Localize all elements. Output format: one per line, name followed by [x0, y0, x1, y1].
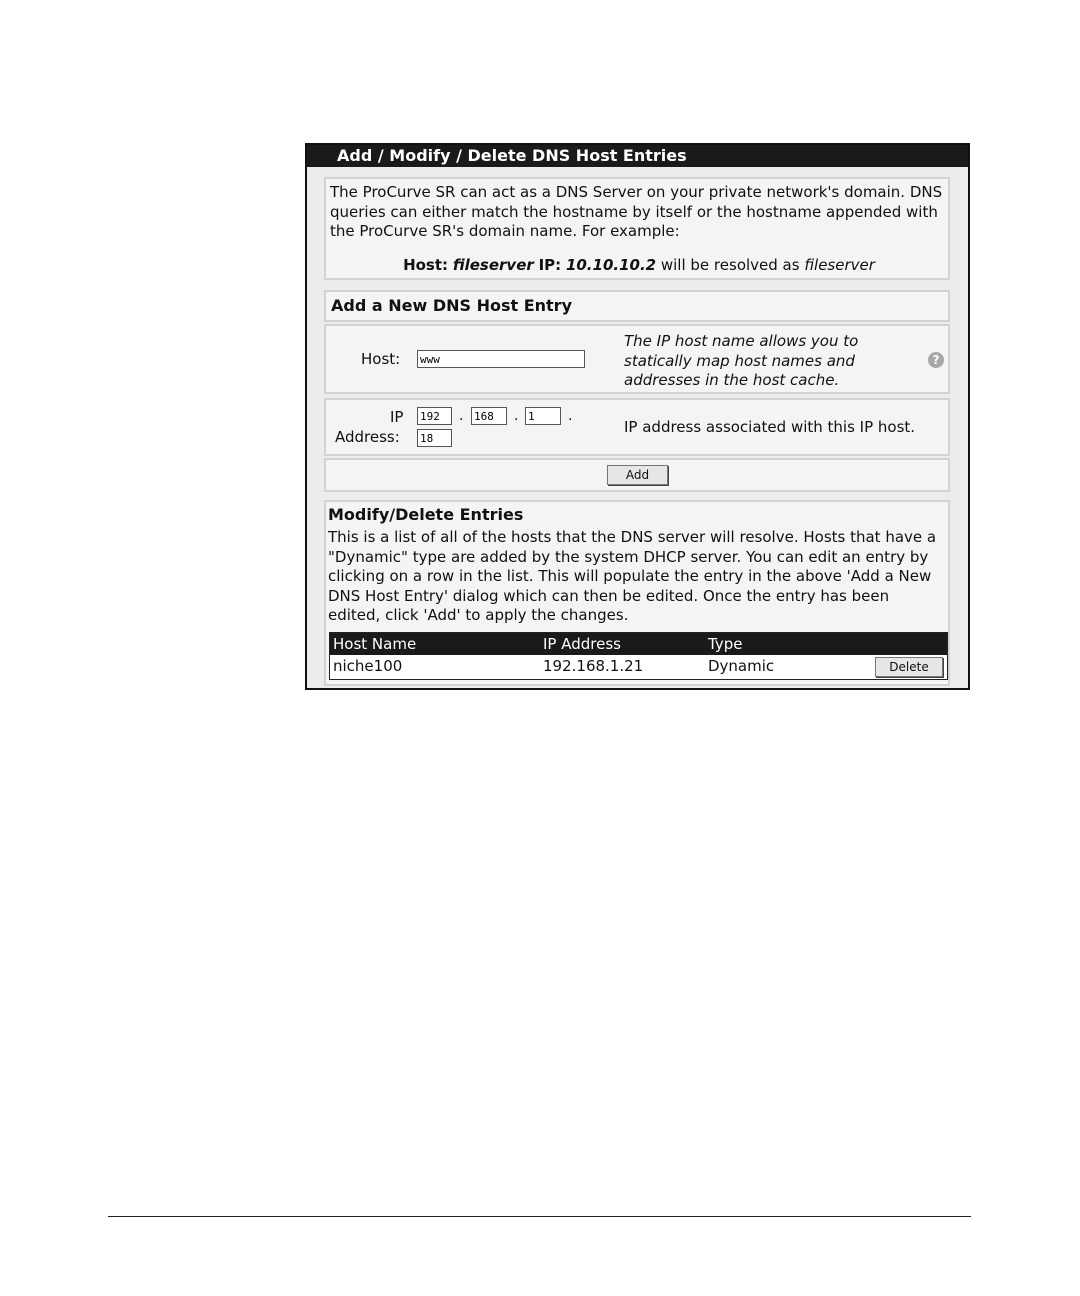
host-row — [324, 324, 950, 394]
add-button[interactable]: Add — [607, 465, 668, 485]
example-host-value: fileserver — [452, 255, 534, 274]
host-input[interactable] — [417, 350, 585, 368]
ip-label-line1: IP — [390, 408, 404, 426]
add-entry-heading: Add a New DNS Host Entry — [324, 290, 950, 322]
row-ip-address: 192.168.1.21 — [543, 657, 644, 675]
ip-octet-2-input[interactable] — [471, 407, 507, 425]
panel-title: Add / Modify / Delete DNS Host Entries — [307, 145, 968, 167]
intro-example — [330, 256, 948, 276]
ip-separator-1: . — [459, 408, 464, 424]
column-ip-address: IP Address — [543, 635, 621, 653]
modify-delete-section — [324, 500, 950, 686]
hosts-table — [329, 632, 948, 680]
ip-label-line2: Address: — [335, 428, 400, 446]
row-type: Dynamic — [708, 657, 775, 675]
modify-description: This is a list of all of the hosts that the DNS server will resolve. Hosts that have a "Dynamic" type are added by the system DHCP server. You can edit an entry by clicking on a row in the list. This will populate the entry in the above 'Add a New DNS Host Entry' dialog which can then be edited. Once the entry has been edited, click 'Add' to apply the changes. — [328, 528, 937, 624]
row-host-name: niche100 — [333, 657, 403, 675]
ip-address-row — [324, 398, 950, 456]
page-footer-rule — [108, 1216, 971, 1217]
delete-button[interactable]: Delete — [875, 657, 943, 677]
ip-octet-3-input[interactable] — [525, 407, 561, 425]
dns-host-entries-panel — [305, 143, 970, 690]
example-resolved-text: will be resolved as — [660, 255, 800, 274]
ip-octet-4-input[interactable] — [417, 429, 452, 447]
add-button-row — [324, 458, 950, 492]
example-ip-label: IP: — [538, 255, 562, 274]
ip-help-text: IP address associated with this IP host. — [624, 418, 916, 436]
host-help-text: The IP host name allows you to statically map host names and addresses in the host cache. — [624, 332, 859, 389]
host-label: Host: — [361, 350, 401, 368]
hosts-table-header — [330, 633, 947, 655]
example-host-label: Host: — [403, 255, 449, 274]
ip-octet-1-input[interactable] — [417, 407, 452, 425]
example-ip-value: 10.10.10.2 — [565, 255, 657, 274]
column-host-name: Host Name — [333, 635, 417, 653]
example-resolved-value: fileserver — [804, 255, 875, 274]
column-type: Type — [708, 635, 743, 653]
modify-heading: Modify/Delete Entries — [328, 505, 524, 524]
ip-separator-3: . — [568, 408, 573, 424]
intro-text: The ProCurve SR can act as a DNS Server on your private network's domain. DNS queries can either match the hostname by itself or the hostname appended with the ProCurve SR's domain name. For example: — [330, 183, 943, 240]
question-icon[interactable]: ? — [928, 352, 944, 368]
ip-separator-2: . — [514, 408, 519, 424]
table-row[interactable] — [330, 655, 947, 679]
intro-box — [324, 177, 950, 280]
